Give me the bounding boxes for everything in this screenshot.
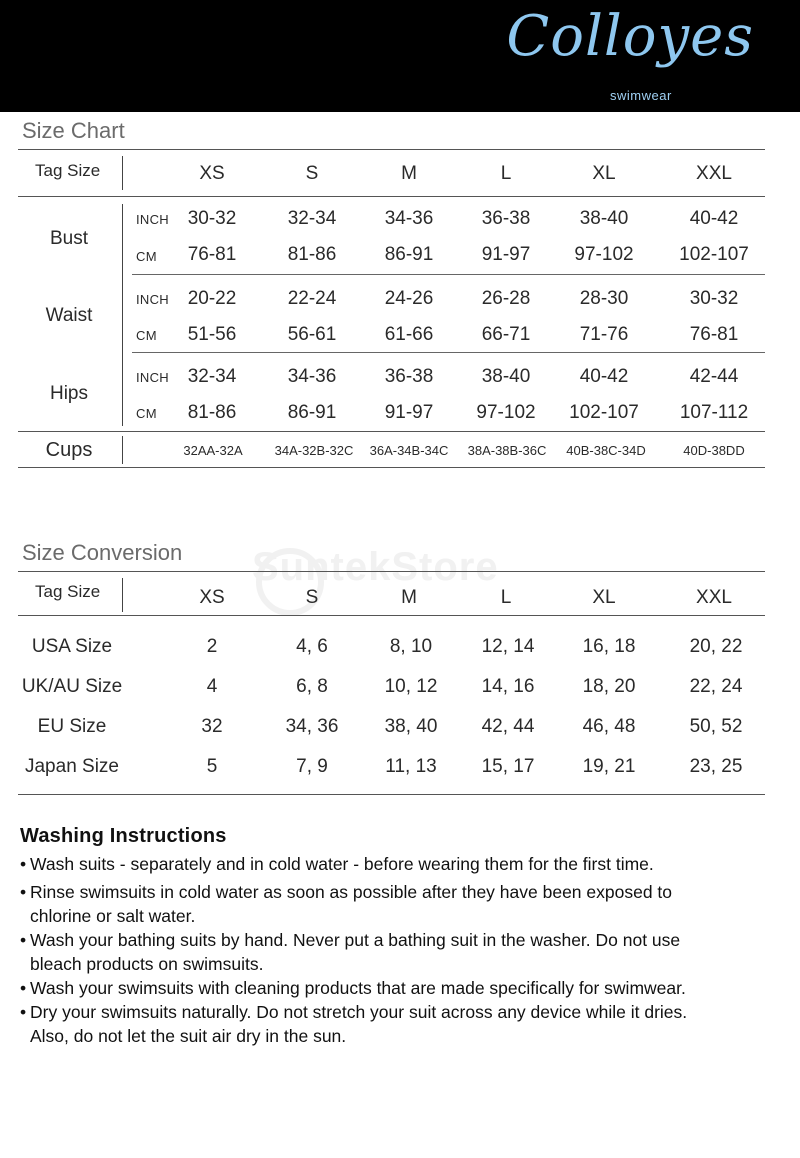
size-chart-size-s: S [305, 163, 319, 184]
table-cell: 20, 22 [689, 636, 743, 657]
table-cell: 8, 10 [389, 636, 433, 657]
size-chart-tag-label: Tag Size [35, 161, 101, 180]
washing-item-line: Dry your swimsuits naturally. Do not stretch your suit across any device while it dries. [30, 1002, 688, 1022]
size-chart-size-l: L [500, 163, 512, 184]
table-cell: 22-24 [287, 288, 337, 309]
table-cell: 34, 36 [285, 716, 339, 737]
divider [18, 149, 765, 150]
table-cell: 7, 9 [296, 756, 328, 777]
table-cell: 4 [206, 676, 218, 697]
table-cell: 30-32 [689, 288, 739, 309]
divider [18, 467, 765, 468]
conversion-size-l: L [500, 587, 512, 608]
table-cell: 91-97 [384, 402, 434, 423]
table-cell: 40D-38DD [683, 443, 745, 458]
table-cell: 38-40 [579, 208, 629, 229]
table-cell: 42, 44 [481, 716, 535, 737]
table-cell: 32-34 [187, 366, 237, 387]
japan-size-label: Japan Size [24, 756, 120, 777]
table-cell: 81-86 [187, 402, 237, 423]
table-cell: 107-112 [679, 402, 749, 423]
washing-item-line: Wash your swimsuits with cleaning products that are made specifically for swimwear. [30, 978, 686, 998]
table-cell: 61-66 [384, 324, 434, 345]
size-chart-size-xs: XS [199, 163, 225, 184]
table-cell: 15, 17 [481, 756, 535, 777]
table-cell: 76-81 [187, 244, 237, 265]
table-cell: 6, 8 [296, 676, 328, 697]
waist-label: Waist [45, 305, 93, 326]
waist-inch-unit: INCH [136, 292, 169, 307]
eu-size-label: EU Size [37, 716, 107, 737]
table-cell: 30-32 [187, 208, 237, 229]
usa-size-label: USA Size [31, 636, 113, 657]
table-cell: 4, 6 [296, 636, 328, 657]
table-cell: 50, 52 [689, 716, 743, 737]
divider [122, 204, 123, 426]
divider [122, 578, 123, 612]
table-cell: 22, 24 [689, 676, 743, 697]
waist-cm-unit: CM [136, 328, 157, 343]
table-cell: 5 [206, 756, 218, 777]
divider [122, 156, 123, 190]
table-cell: 19, 21 [582, 756, 636, 777]
hips-label: Hips [49, 383, 89, 404]
table-cell: 32-34 [287, 208, 337, 229]
hips-cm-unit: CM [136, 406, 157, 421]
table-cell: 26-28 [481, 288, 531, 309]
table-cell: 76-81 [689, 324, 739, 345]
table-cell: 102-107 [569, 402, 639, 423]
table-cell: 20-22 [187, 288, 237, 309]
table-cell: 34A-32B-32C [274, 443, 354, 458]
table-cell: 38-40 [481, 366, 531, 387]
bullet: • [20, 882, 27, 902]
table-cell: 28-30 [579, 288, 629, 309]
table-cell: 97-102 [476, 402, 536, 423]
table-cell: 86-91 [287, 402, 337, 423]
bullet: • [20, 930, 27, 950]
table-cell: 34-36 [384, 208, 434, 229]
table-cell: 66-71 [481, 324, 531, 345]
washing-instructions-title: Washing Instructions [20, 825, 227, 847]
table-cell: 71-76 [579, 324, 629, 345]
washing-item [20, 880, 790, 928]
washing-item-line: Also, do not let the suit air dry in the sun. [30, 1026, 347, 1046]
table-cell: 91-97 [481, 244, 531, 265]
washing-item [20, 852, 790, 876]
table-cell: 12, 14 [481, 636, 535, 657]
table-cell: 102-107 [679, 244, 749, 265]
table-cell: 40B-38C-34D [566, 443, 646, 458]
table-cell: 42-44 [689, 366, 739, 387]
table-cell: 97-102 [574, 244, 634, 265]
size-conversion-title: Size Conversion [22, 540, 183, 565]
table-cell: 23, 25 [689, 756, 743, 777]
cups-label: Cups [45, 439, 93, 461]
bust-inch-unit: INCH [136, 212, 169, 227]
brand-header [0, 0, 800, 112]
bullet: • [20, 1002, 27, 1022]
washing-item-line: bleach products on swimsuits. [30, 954, 264, 974]
divider [18, 196, 765, 197]
size-conversion-tag-label: Tag Size [35, 582, 101, 601]
divider [18, 571, 765, 572]
table-cell: 11, 13 [385, 756, 437, 777]
washing-item-line: Wash suits - separately and in cold water - before wearing them for the first time. [30, 854, 654, 874]
table-cell: 32AA-32A [183, 443, 243, 458]
conversion-size-xs: XS [199, 587, 225, 608]
washing-item [20, 1000, 790, 1048]
divider [122, 436, 123, 464]
table-cell: 40-42 [689, 208, 739, 229]
table-cell: 36-38 [481, 208, 531, 229]
bust-cm-unit: CM [136, 249, 157, 264]
table-cell: 24-26 [384, 288, 434, 309]
size-chart-size-xl: XL [592, 163, 616, 184]
table-cell: 16, 18 [582, 636, 636, 657]
conversion-size-m: M [401, 587, 417, 608]
conversion-size-xl: XL [592, 587, 616, 608]
washing-item-line: Wash your bathing suits by hand. Never put a bathing suit in the washer. Do not use [30, 930, 681, 950]
washing-item [20, 928, 790, 976]
table-cell: 38A-38B-36C [467, 443, 547, 458]
watermark-text: SuntekStore [252, 545, 499, 589]
conversion-size-s: S [305, 587, 319, 608]
hips-inch-unit: INCH [136, 370, 169, 385]
size-chart-title: Size Chart [22, 118, 125, 143]
size-chart-size-m: M [401, 163, 417, 184]
brand-tagline: swimwear [610, 88, 672, 103]
divider [18, 431, 765, 432]
bust-label: Bust [49, 228, 89, 249]
table-cell: 40-42 [579, 366, 629, 387]
table-cell: 56-61 [287, 324, 337, 345]
table-cell: 46, 48 [582, 716, 636, 737]
brand-logo: Colloyes [506, 4, 754, 69]
table-cell: 2 [206, 636, 218, 657]
table-cell: 51-56 [187, 324, 237, 345]
table-cell: 86-91 [384, 244, 434, 265]
divider [132, 352, 765, 353]
table-cell: 81-86 [287, 244, 337, 265]
table-cell: 14, 16 [481, 676, 535, 697]
divider [18, 615, 765, 616]
divider [132, 274, 765, 275]
conversion-size-xxl: XXL [696, 587, 732, 608]
table-cell: 10, 12 [384, 676, 438, 697]
table-cell: 36-38 [384, 366, 434, 387]
washing-item-line: chlorine or salt water. [30, 906, 196, 926]
uk-au-size-label: UK/AU Size [21, 676, 123, 697]
size-chart-size-xxl: XXL [696, 163, 732, 184]
table-cell: 38, 40 [384, 716, 438, 737]
table-cell: 34-36 [287, 366, 337, 387]
table-cell: 32 [201, 716, 223, 737]
bullet: • [20, 854, 27, 874]
table-cell: 36A-34B-34C [369, 443, 449, 458]
washing-item-line: Rinse swimsuits in cold water as soon as possible after they have been exposed to [30, 882, 673, 902]
washing-item [20, 976, 790, 1000]
bullet: • [20, 978, 27, 998]
table-cell: 18, 20 [582, 676, 636, 697]
divider [18, 794, 765, 795]
